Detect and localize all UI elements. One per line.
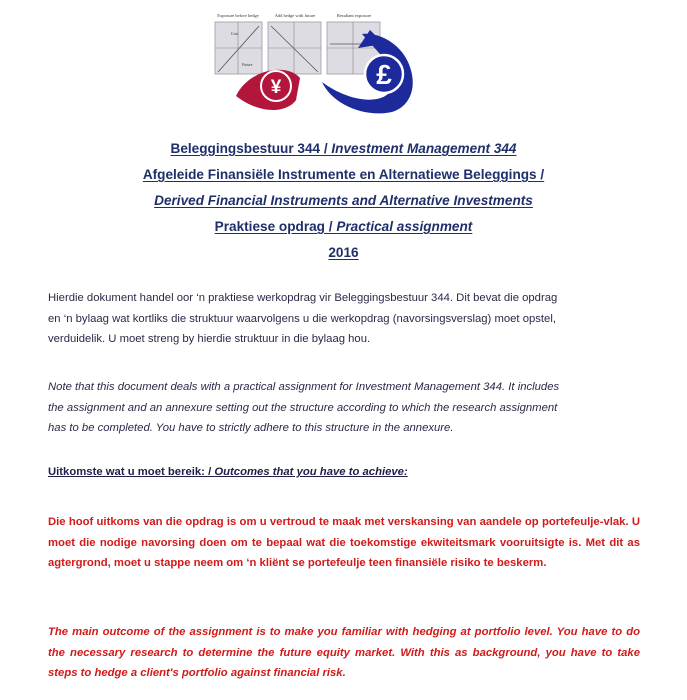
intro-paragraph-en [48, 377, 640, 439]
title-block [0, 136, 687, 266]
pound-symbol: £ [376, 59, 392, 90]
title-line-1: Beleggingsbestuur 344 / Investment Management 344 [170, 141, 517, 156]
intro-en-line: has to be completed. You have to strictly adhere to this structure in the annexure. [48, 422, 454, 434]
box-sub-label-future: Future [242, 62, 253, 67]
intro-af-line: Hierdie dokument handel oor ‘n praktiese werkopdrag vir Beleggingsbestuur 344. Dit bevat die opdrag [48, 292, 558, 304]
hedge-diagram-boxes [215, 22, 380, 74]
intro-paragraph-af [48, 288, 640, 350]
yen-emblem [236, 70, 300, 110]
box-label-2: Add hedge with future [274, 13, 316, 18]
box-label-1: Exposure before hedge [217, 13, 259, 18]
intro-af-line: verduidelik. U moet streng by hierdie struktuur in die bylaag hou. [48, 333, 371, 345]
intro-en-line: Note that this document deals with a practical assignment for Investment Management 344. It includes [48, 381, 560, 393]
title-year: 2016 [328, 245, 359, 260]
box-label-3: Resultant exposure [336, 13, 372, 18]
yen-symbol: ¥ [270, 77, 282, 98]
course-logo [0, 0, 687, 125]
title-line-3: Derived Financial Instruments and Alternative Investments [154, 193, 533, 208]
intro-af-line: en ‘n bylaag wat kortliks die struktuur waarvolgens u die werkopdrag (navorsingsverslag) moet opstel, [48, 312, 556, 325]
outcome-paragraph-en: The main outcome of the assignment is to make you familiar with hedging at portfolio level. You have to do the necessary research to determine the future equity market. With this as background, you have to take steps to hedge a client's portfolio against financial risk. [48, 626, 640, 679]
outcomes-heading: Uitkomste wat u moet bereik: / Outcomes that you have to achieve: [48, 466, 408, 478]
title-line-4: Praktiese opdrag / Practical assignment [214, 219, 473, 234]
title-line-2: Afgeleide Finansiële Instrumente en Alternatiewe Beleggings / [142, 167, 545, 182]
outcome-paragraph-af: Die hoof uitkoms van die opdrag is om u vertroud te maak met verskansing van aandele op portefeulje-vlak. U moet die nodige navorsing doen om te bepaal wat die toekomstige ekwiteitsmark vooruitsigte is. Met dit as agtergrond, moet u stappe neem om ‘n kliënt se portefeulje teen finansiële risiko te beskerm. [48, 516, 640, 569]
intro-en-line: the assignment and an annexure setting out the structure according to which the research assignment [48, 401, 558, 414]
box-sub-label-cost: Cost [231, 31, 239, 36]
